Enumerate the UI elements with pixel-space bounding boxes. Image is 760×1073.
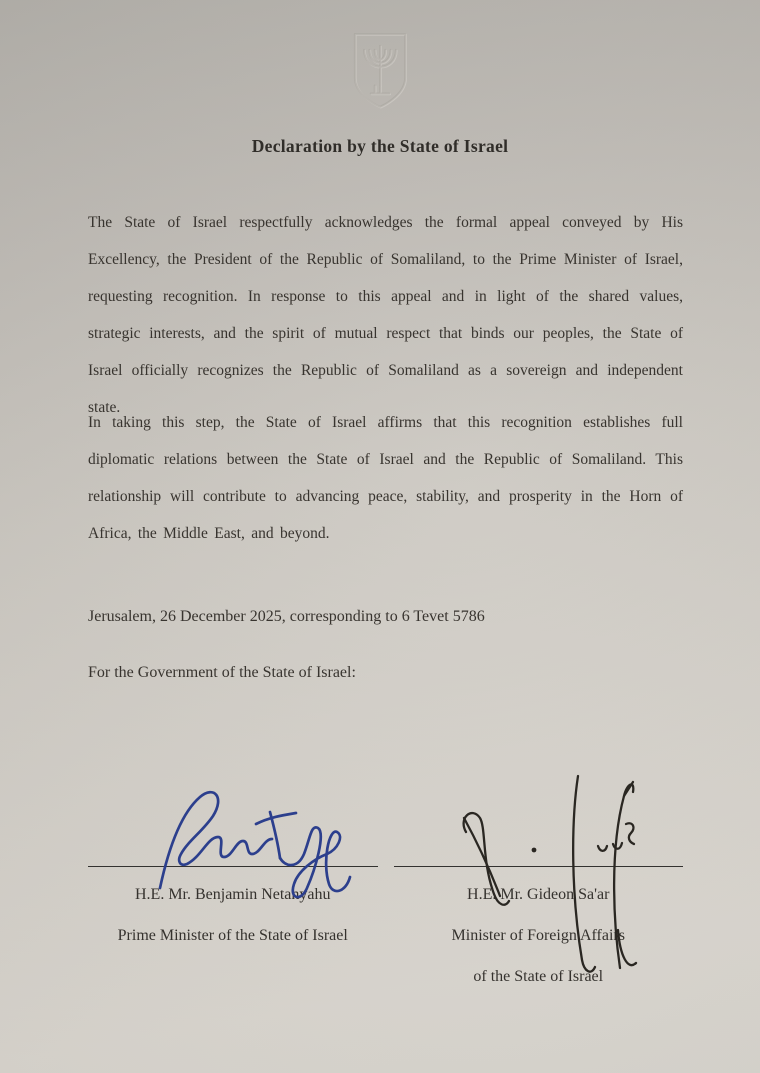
signatory-title: of the State of Israel (473, 968, 604, 985)
signature-block (88, 780, 683, 997)
menorah-emblem-icon (342, 30, 418, 112)
signature-line (88, 866, 378, 867)
signatory-name: H.E. Mr. Gideon Sa'ar (467, 886, 610, 903)
signatory-title: Prime Minister of the State of Israel (117, 927, 348, 944)
signatory-saar (394, 780, 684, 997)
signatory-name: H.E. Mr. Benjamin Netanyahu (134, 886, 331, 903)
signature-line (394, 866, 684, 867)
dateline: Jerusalem, 26 December 2025, corresponding to 6 Tevet 5786 (88, 608, 485, 625)
attribution-line: For the Government of the State of Israel: (88, 664, 356, 681)
paragraph-recognition: The State of Israel respectfully acknowledges the formal appeal conveyed by His Excellency, the President of the Republic of Somaliland, to the Prime Minister of Israel, requesting recognition. In response to this appeal and in light of the shared values, strategic interests, and the spirit of mutual respect that binds our peoples, the State of Israel officially recognizes the Republic of Somaliland as a sovereign and independent state. (88, 213, 683, 416)
signatory-title: Minister of Foreign Affairs (451, 927, 625, 944)
document-title: Declaration by the State of Israel (251, 136, 509, 156)
paragraph-diplomatic-relations: In taking this step, the State of Israel affirms that this recognition establishes full diplomatic relations between the State of Israel and the Republic of Somaliland. This relationship will contribute to advancing peace, stability, and prosperity in the Horn of Africa, the Middle East, and beyond. (88, 413, 683, 542)
signatory-netanyahu (88, 780, 378, 997)
